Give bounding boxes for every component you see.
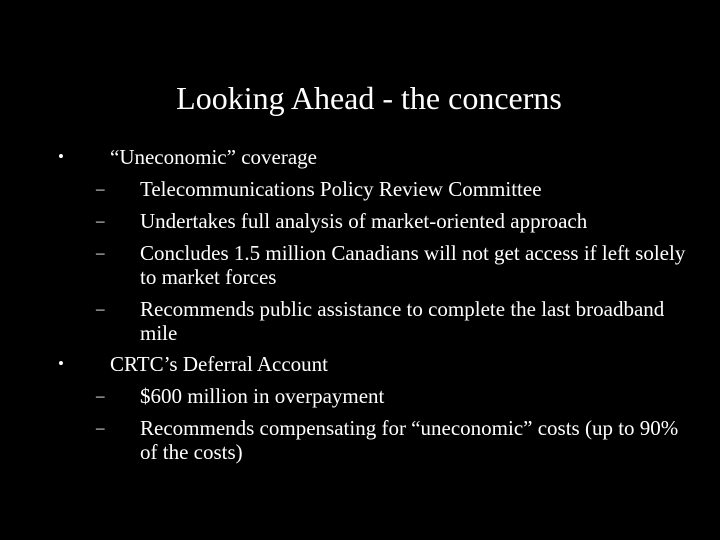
bullet-item <box>0 350 720 466</box>
sub-bullet-item <box>0 207 720 235</box>
sub-bullet-marker: – <box>96 418 105 437</box>
sub-bullet-marker: – <box>96 211 105 230</box>
sub-bullet-item <box>0 414 720 466</box>
sub-bullet-list <box>0 175 720 347</box>
sub-bullet-marker: – <box>96 299 105 318</box>
bullet-marker: • <box>58 147 64 166</box>
bullet-list <box>0 140 720 466</box>
sub-bullet-item <box>0 175 720 203</box>
slide-title: Looking Ahead - the concerns <box>176 80 562 116</box>
sub-bullet-marker: – <box>96 386 105 405</box>
sub-bullet-item <box>0 295 720 347</box>
sub-bullet-text: Undertakes full analysis of market-oriented approach <box>140 209 588 233</box>
bullet-item <box>0 143 720 347</box>
sub-bullet-marker: – <box>96 243 105 262</box>
sub-bullet-text: Recommends compensating for “uneconomic” costs (up to 90% of the costs) <box>140 416 679 464</box>
sub-bullet-list <box>0 382 720 466</box>
bullet-text: “Uneconomic” coverage <box>110 145 317 169</box>
bullet-marker: • <box>58 354 64 373</box>
sub-bullet-marker: – <box>96 179 105 198</box>
sub-bullet-item <box>0 239 720 291</box>
sub-bullet-text: Concludes 1.5 million Canadians will not get access if left solely to market forces <box>140 241 686 289</box>
sub-bullet-text: $600 million in overpayment <box>140 384 385 408</box>
sub-bullet-text: Recommends public assistance to complete the last broadband mile <box>140 297 665 345</box>
bullet-text: CRTC’s Deferral Account <box>110 352 329 376</box>
sub-bullet-item <box>0 382 720 410</box>
sub-bullet-text: Telecommunications Policy Review Committee <box>140 177 542 201</box>
